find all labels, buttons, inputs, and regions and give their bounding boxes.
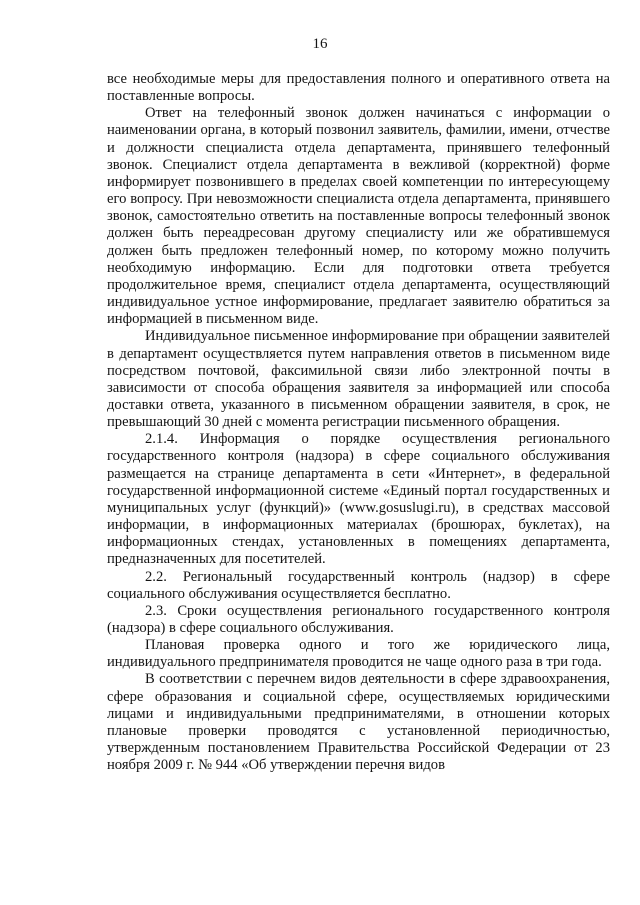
paragraph-continued: все необходимые меры для предоставления полного и оперативного ответа на поставленные вопросы.: [107, 71, 610, 105]
page-number: 16: [312, 36, 328, 52]
paragraph-phone-answer: Ответ на телефонный звонок должен начинаться с информации о наименовании органа, в который позвонил заявитель, фамилии, имени, отчестве и должности специалиста отдела департамента, принявшего телефонный звонок. Специалист отдела департамента в вежливой (корректной) форме информирует позвонившего в пределах своей компетенции по интересующему его вопросу. При невозможности специалиста отдела департамента, принявшего звонок, самостоятельно ответить на поставленные вопросы телефонный звонок должен быть переадресован другому специалисту или же обратившемуся должен быть предложен телефонный номер, по которому можно получить необходимую информацию. Если для подготовки ответа требуется продолжительное время, специалист отдела департамента, осуществляющий индивидуальное устное информирование, предлагает заявителю обратиться за информацией в письменном виде.: [107, 105, 610, 328]
document-body: [107, 71, 610, 774]
paragraph-written-informing: Индивидуальное письменное информирование при обращении заявителей в департамент осуществляется путем направления ответов в письменном виде посредством почтовой, факсимильной связи либо электронной почты в зависимости от способа обращения заявителя за информацией или способа доставки ответа, указанного в письменном обращении заявителя, в срок, не превышающий 30 дней с момента регистрации письменного обращения.: [107, 328, 610, 431]
paragraph-2-3: 2.3. Сроки осуществления регионального государственного контроля (надзора) в сфере социального обслуживания.: [107, 602, 610, 636]
paragraph-activity-list: В соответствии с перечнем видов деятельности в сфере здравоохранения, сфере образования и социальной сфере, осуществляемых юридическими лицами и индивидуальными предпринимателями, в отношении которых плановые проверки проводятся с установленной периодичностью, утвержденным постановлением Правительства Российской Федерации от 23 ноября 2009 г. № 944 «Об утверждении перечня видов: [107, 671, 610, 774]
paragraph-2-2: 2.2. Региональный государственный контроль (надзор) в сфере социального обслуживания осуществляется бесплатно.: [107, 568, 610, 602]
paragraph-planned-inspection: Плановая проверка одного и того же юридического лица, индивидуального предпринимателя проводится не чаще одного раза в три года.: [107, 637, 610, 671]
paragraph-2-1-4: 2.1.4. Информация о порядке осуществления регионального государственного контроля (надзора) в сфере социального обслуживания размещается на странице департамента в сети «Интернет», в федеральной государственной информационной системе «Единый портал государственных и муниципальных услуг (функций)» (www.gosuslugi.ru), в средствах массовой информации, в информационных материалах (брошюрах, буклетах), на информационных стендах, установленных в помещениях департамента, предназначенных для посетителей.: [107, 431, 610, 568]
